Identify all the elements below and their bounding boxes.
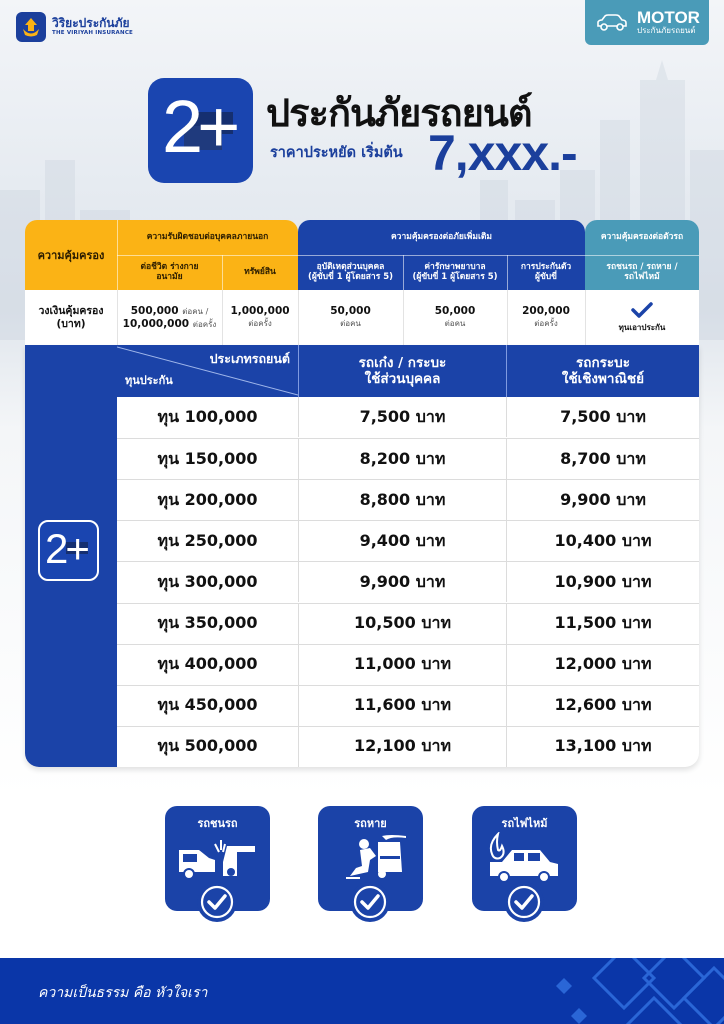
plan-2plus-logo (148, 78, 253, 183)
third-party-liability-header: ความรับผิดชอบต่อบุคคลภายนอก (117, 220, 298, 255)
coverage-vehicle-damage-value: ทุนเอาประกัน (585, 290, 699, 345)
coverage-medical-header: ค่ารักษาพยาบาล (ผู้ขับขี่ 1 ผู้โดยสาร 5) (403, 255, 507, 290)
sum-insured-cell: ทุน 100,000 (157, 406, 258, 426)
commercial-premium-cell: 11,500 บาท (506, 604, 699, 644)
commercial-premium-cell: 9,900 บาท (506, 480, 699, 520)
coverage-life-body-header: ต่อชีวิต ร่างกาย อนามัย (117, 255, 222, 290)
table-row (117, 479, 699, 520)
coverage-personal-accident-value: 50,000 ต่อคน (298, 290, 403, 345)
personal-premium-cell: 12,100 บาท (298, 727, 506, 767)
column-header-commercial: รถกระบะ ใช้เชิงพาณิชย์ (506, 345, 699, 397)
footer-tagline: ความเป็นธรรม คือ หัวใจเรา (38, 985, 208, 1001)
commercial-premium-cell: 12,000 บาท (506, 645, 699, 685)
coverage-property-header: ทรัพย์สิน (222, 255, 298, 290)
brand-name-english: THE VIRIYAH INSURANCE (52, 30, 134, 37)
table-row (117, 726, 699, 767)
plan-2plus-small-logo: 2+ (38, 520, 99, 581)
check-circle-icon (197, 882, 237, 922)
car-collision-icon (177, 832, 258, 884)
commercial-premium-cell: 10,900 บาท (506, 562, 699, 602)
personal-premium-cell: 7,500 บาท (298, 397, 506, 437)
card-car-theft: รถหาย (318, 806, 423, 911)
personal-premium-cell: 11,000 บาท (298, 645, 506, 685)
table-row (117, 438, 699, 479)
sum-insured-cell: ทุน 250,000 (157, 530, 258, 550)
check-circle-icon (350, 882, 390, 922)
motor-badge-title: MOTOR (637, 8, 700, 28)
thai-pattern-decoration (524, 958, 724, 1024)
car-theft-icon (330, 832, 411, 884)
sum-insured-cell: ทุน 400,000 (157, 654, 258, 674)
motor-badge (585, 0, 709, 45)
premium-price-table (25, 345, 699, 767)
coverage-property-value: 1,000,000 ต่อครั้ง (222, 290, 298, 345)
column-header-personal: รถเก๋ง / กระบะ ใช้ส่วนบุคคล (298, 345, 506, 397)
sum-insured-cell: ทุน 150,000 (157, 448, 258, 468)
card-car-fire: รถไฟไหม้ (472, 806, 577, 911)
personal-premium-cell: 8,800 บาท (298, 480, 506, 520)
sum-insured-label: ทุนประกัน (125, 374, 173, 387)
table-row (117, 685, 699, 726)
commercial-premium-cell: 13,100 บาท (506, 727, 699, 767)
commercial-premium-cell: 12,600 บาท (506, 686, 699, 726)
coverage-medical-value: 50,000 ต่อคน (403, 290, 507, 345)
personal-premium-cell: 11,600 บาท (298, 686, 506, 726)
commercial-premium-cell: 8,700 บาท (506, 439, 699, 479)
commercial-premium-cell: 10,400 บาท (506, 521, 699, 561)
coverage-bail-bond-header: การประกันตัว ผู้ขับขี่ (507, 255, 585, 290)
starting-price: 7,xxx.- (428, 125, 577, 181)
viriyah-logo-icon (16, 12, 46, 42)
commercial-premium-cell: 7,500 บาท (506, 397, 699, 437)
plan-name: 2+ (162, 85, 235, 168)
vehicle-type-label: ประเภทรถยนต์ (209, 351, 290, 366)
coverage-header-label: ความคุ้มครอง (25, 220, 117, 290)
sum-insured-cell: ทุน 450,000 (157, 695, 258, 715)
footer-banner (0, 958, 724, 1024)
table-row (117, 644, 699, 685)
table-row (117, 397, 699, 438)
table-row (117, 561, 699, 602)
check-circle-icon (504, 882, 544, 922)
coverage-table (25, 220, 699, 345)
additional-coverage-header: ความคุ้มครองต่อภัยเพิ่มเติม (298, 220, 585, 255)
coverage-bail-bond-value: 200,000 ต่อครั้ง (507, 290, 585, 345)
personal-premium-cell: 8,200 บาท (298, 439, 506, 479)
coverage-life-body-value: 500,000 ต่อคน / 10,000,000 ต่อครั้ง (117, 290, 222, 345)
brand-name-thai: วิริยะประกันภัย (52, 16, 130, 31)
car-fire-icon (484, 832, 565, 884)
personal-premium-cell: 10,500 บาท (298, 604, 506, 644)
vehicle-coverage-header: ความคุ้มครองต่อตัวรถ (585, 220, 699, 255)
sum-insured-cell: ทุน 350,000 (157, 613, 258, 632)
table-row (117, 520, 699, 561)
sum-insured-cell: ทุน 200,000 (157, 489, 258, 509)
table-row (117, 603, 699, 644)
motor-badge-subtitle: ประกันภัยรถยนต์ (637, 26, 696, 36)
page-title: ประกันภัยรถยนต์ (266, 91, 532, 135)
table-corner-header (117, 345, 298, 397)
personal-premium-cell: 9,900 บาท (298, 562, 506, 602)
coverage-personal-accident-header: อุบัติเหตุส่วนบุคคล (ผู้ขับขี่ 1 ผู้โดยสาร 5) (298, 255, 403, 290)
sum-insured-cell: ทุน 300,000 (157, 571, 258, 591)
personal-premium-cell: 9,400 บาท (298, 521, 506, 561)
coverage-amount-label: วงเงินคุ้มครอง (บาท) (25, 290, 117, 345)
brand-logo[interactable] (16, 12, 133, 42)
car-icon (595, 13, 629, 33)
checkmark-icon (631, 302, 653, 318)
sum-insured-cell: ทุน 500,000 (157, 736, 258, 756)
hero-subtitle: ราคาประหยัด เริ่มต้น (270, 145, 403, 161)
card-car-collision: รถชนรถ (165, 806, 270, 911)
coverage-vehicle-damage-header: รถชนรถ / รถหาย / รถไฟไหม้ (585, 255, 699, 290)
